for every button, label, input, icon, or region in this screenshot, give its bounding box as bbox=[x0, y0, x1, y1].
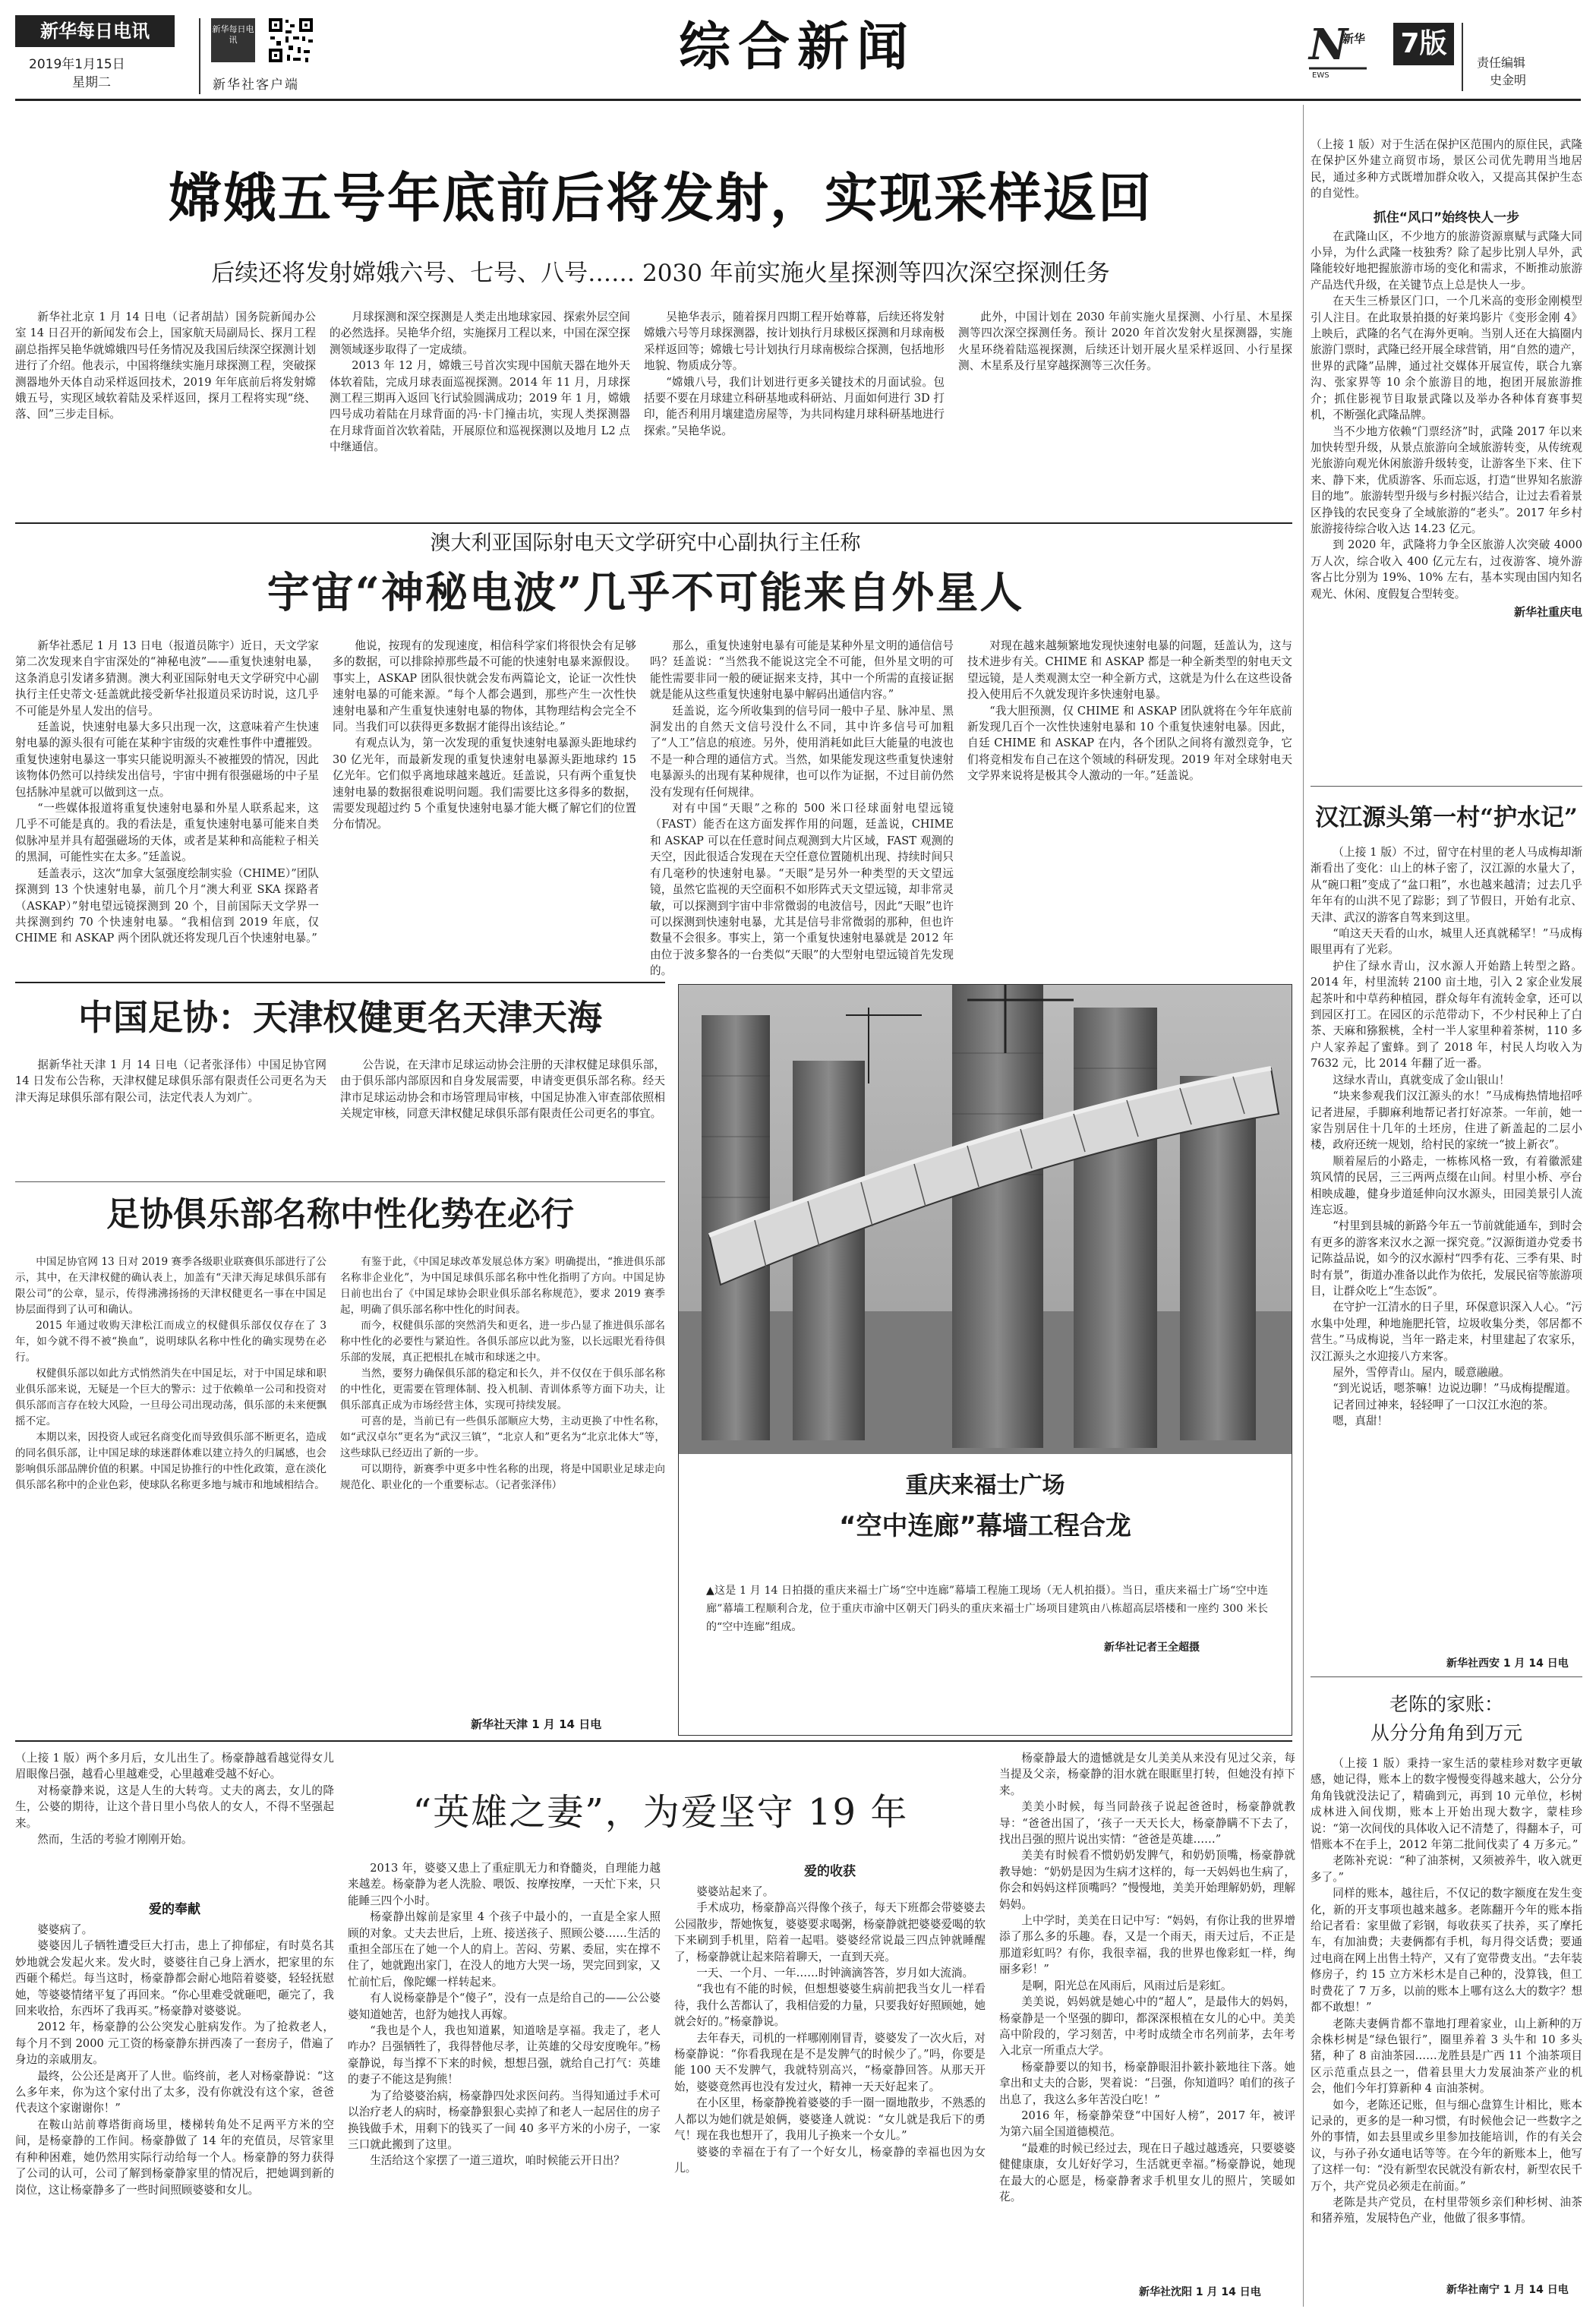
paragraph: “我也是个人，我也知道累，知道啥是享福。我走了，老人咋办？吕强牺牲了，我得替他尽孝，让英雄的父母安度晚年。”杨豪静说，每当撑不下来的时候，想想吕强，就给自己打气：英雄的妻子不能这是狗熊！ bbox=[348, 2024, 661, 2086]
qr-code-icon bbox=[267, 17, 314, 64]
paragraph: 美美说，妈妈就是她心中的“超人”，是最伟大的妈妈，杨豪静是一个坚强的脚印，都深深根植在女儿的心中。美美高中阶段的，学习刻苦，中考时成绩全市名列前茅，去年考入北京一所重点大学。 bbox=[999, 1995, 1295, 2058]
section-title: 综合新闻 bbox=[678, 17, 916, 77]
paragraph: 美美小时候，每当同龄孩子说起爸爸时，杨豪静就教导：“爸爸出国了，‘孩子一天天长大，杨豪静瞒不下去了，找出吕强的照片说出实情：“爸爸是英雄……” bbox=[999, 1800, 1295, 1847]
building-photo bbox=[679, 985, 1292, 1454]
paragraph: 可喜的是，当前已有一些俱乐部顺应大势，主动更换了中性名称，如“武汉卓尔”更名为“武汉三镇”，“北京人和”更名为“北京北体大”等，这些球队已经迈出了新的一步。 bbox=[340, 1415, 665, 1459]
paragraph: 上中学时，美美在日记中写：“妈妈，有你让我的世界增添了那么多的乐趣。春，又是一个雨天，雨天过后，不正是那道彩虹吗？有你，我很幸福，我的世界也像彩虹一样，绚丽多彩！” bbox=[999, 1914, 1295, 1976]
paragraph: 2015 年通过收购天津松江而成立的权健俱乐部仅仅存在了 3 年，如今就不得不被“换血”，说明球队名称中性化的确实现势在必行。 bbox=[15, 1320, 326, 1364]
wife-subhead-2: 爱的收获 bbox=[804, 1864, 856, 1879]
wife-subhead-1: 爱的奉献 bbox=[149, 1902, 200, 1917]
app-logo-icon: 新华每日电讯 bbox=[211, 18, 255, 62]
paragraph: 在鞍山站前尊塔街商场里，楼梯转角处不足两平方米的空间，是杨豪静的工作间。杨豪静做了 14 年的充值员，尽管家里有种种困难，她仍然用实际行动给每一个人。杨豪静的努力获得了公司的认可，公司了解到杨豪静家里的情况后，把她调到新的岗位，这让杨豪静多了一些时间照顾婆婆和女儿。 bbox=[15, 2118, 334, 2197]
family-headline-2: 从分分角角到万元 bbox=[1370, 1722, 1522, 1744]
paragraph: 公告说，在天津市足球运动协会注册的天津权健足球俱乐部，由于俱乐部内部原因和自身发展需要，申请变更俱乐部名称。经天津市足球运动协会和市场管理局审核，中国足协准入审查部依照相关规定审核，同意天津权健足球俱乐部有限责任公司更名的事宜。 bbox=[340, 1058, 665, 1121]
paragraph: 如今，老陈还记账，但与细心盘算生计相比，账本记录的，更多的是一种习惯，有时候他会记一些数字之外的事情，如去县里或乡里参加技能培训，作的有关会议，与孙子孙女通电话等等。在今年的新账本上，他写了这样一句：“没有新型农民就没有新农村，新型农民千万个，共产党员必须走在前面。” bbox=[1311, 2098, 1582, 2193]
paragraph: 廷盖说，迄今所收集到的信号同一般中子星、脉冲星、黑洞发出的自然天文信号没什么不同，其中许多信号可加粗了“人工”信息的痕迹。另外，使用消耗如此巨大能量的电波也不是一种合理的通信方式。当然，如果能发现这些重复快速射电暴源头的出现有某种规律，也可以作为证据，不过目前仍然没有发现有任何规律。 bbox=[650, 704, 954, 799]
paragraph: 手术成功，杨豪静高兴得像个孩子，每天下班都会带婆婆去公园散步，帮她恢复，婆婆要求喝粥，杨豪静就把婆婆爱喝的软下来刷到手机里，陪着一起唱。婆婆经常说最三四点钟就睡醒了，杨豪静就让起来陪着聊天，一直到天亮。 bbox=[674, 1901, 986, 1963]
wife-col3 bbox=[674, 1860, 986, 2304]
brand-logo-icon: N EWS 新华 bbox=[1309, 21, 1366, 80]
paragraph: “嫦娥八号，我们计划进行更多关键技术的月面试验。包括要不要在月球建立科研基地或科研站、月面如何进行 3D 打印，能否利用月壤建造房屋等，为共同构建月球科研基地进行探索。”吴艳华说。 bbox=[644, 375, 945, 437]
paragraph: 有人说杨豪静是个“傻子”，没有一点是给自己的——公公婆婆知道她苦，也舒为她找人再嫁。 bbox=[348, 1992, 661, 2021]
wife-col1 bbox=[15, 1898, 334, 2304]
village-headline: 汉江源头第一村“护水记” bbox=[1315, 804, 1578, 831]
paragraph: “我也有不能的时候，但想想婆婆生病前把我当女儿一样看待，我什么苦都认了，我相信爱的力量，只要我好好照顾她，她就会好的。”杨豪静说。 bbox=[674, 1982, 986, 2029]
lead-body-col3 bbox=[644, 309, 945, 518]
radio-body-col2 bbox=[333, 638, 636, 972]
wife-headline: “英雄之妻”，为爱坚守 19 年 bbox=[412, 1791, 909, 1834]
paragraph: “咱这天天看的山水，城里人还真就稀罕！”马成梅眼里再有了光彩。 bbox=[1311, 927, 1582, 957]
football-body-col1 bbox=[15, 1057, 326, 1171]
lead-headline: 嫦娥五号年底前后将发射，实现采样返回 bbox=[169, 167, 1153, 229]
radio-body-col4 bbox=[967, 638, 1292, 972]
paragraph: 2016 年，杨豪静荣登“中国好人榜”，2017 年，被评为第六届全国道德模范。 bbox=[999, 2109, 1295, 2139]
paragraph: “到光说话，嗯茶嘛！边说边聊！”马成梅提醒道。 bbox=[1333, 1382, 1577, 1396]
wife-col2 bbox=[348, 1860, 661, 2304]
paragraph: 同样的账本，越往后，不仅记的数字额度在发生变化，新的开支事项也越来越多。老陈翻开今年的账本指给记者看：家里做了彩钢，每收获买了扶养，买了摩托车，有加油费；夫妻俩都有手机，每月得交话费；要通过电商在网上出售土特产，又有了宽带费支出。“去年装修房子，约 15 立方米杉木是自己种的，没算钱，但工时费花了 7 万多，以前的账本上哪有这么大的数字？想都不敢想！” bbox=[1311, 1887, 1582, 2014]
paragraph: 一天、一个月、一年……时钟滴滴答答，岁月如大流淌。 bbox=[696, 1967, 974, 1980]
radio-kicker: 澳大利亚国际射电天文学研究中心副执行主任称 bbox=[430, 531, 861, 555]
paragraph: （上接 1 版）对于生活在保护区范围内的原住民，武隆在保护区外建立商贸市场，景区公司优先聘用当地居民，通过多种方式既增加群众收入，又提高其保护生态的自觉性。 bbox=[1311, 138, 1582, 200]
paragraph: 这绿水青山，真就变成了金山银山！ bbox=[1333, 1073, 1510, 1087]
paragraph: 新华社悉尼 1 月 13 日电（报道员陈宇）近日，天文学家第二次发现来自宇宙深处的“神秘电波”——重复快速射电暴，这条消息引发诸多猜测。澳大利亚国际射电天文学研究中心副执行主任史蒂文·廷盖就此接受新华社报道员采访时说，这几乎不可能是外星人发出的信号。 bbox=[15, 639, 319, 718]
paragraph: 在天生三桥景区门口，一个几米高的变形金刚模型引人注目。在此取景拍摄的好莱坞影片《变形金刚 4》上映后，武隆的名气在海外更响。当别人还在大搞圈内旅游门票时，武隆已经开展全球营销，用“自然的遗产，世界的武隆”品牌，通过社交媒体开展宣传，联合九寨沟、张家界等 10 余个旅游目的地，抱团开展旅游推介；抓住影视节目取景武隆以及举办各种体育赛事契机，不断强化武隆品牌。 bbox=[1311, 295, 1582, 422]
paragraph: 有鉴于此，《中国足球改革发展总体方案》明确提出，“推进俱乐部名称非企业化”，为中国足球俱乐部名称中性化指明了方向。中国足协日前也出台了《中国足球协会职业俱乐部名称规范》，要求 2019 赛季起，明确了俱乐部名称中性化的时间表。 bbox=[340, 1256, 665, 1316]
editor-name: 史金明 bbox=[1490, 73, 1527, 87]
svg-text:N: N bbox=[1309, 21, 1348, 70]
paragraph: “块来参观我们汉江源头的水！”马成梅热情地招呼记者进屋，手脚麻利地帮记者打好凉茶。一年前，她一家告别居住十几年的土坯房，住进了新盖起的二层小楼，政府还统一规划，给村民的家统一“披上新衣”。 bbox=[1311, 1090, 1582, 1152]
paragraph: “一些媒体报道将重复快速射电暴和外星人联系起来，这几乎不可能是真的。我的看法是，重复快速射电暴可能来自类似脉冲星并具有超强磁场的天体，或者是某种和高能粒子相关的黑洞，可能性实在太多。”廷盖说。 bbox=[15, 802, 319, 864]
family-byline: 新华社南宁 1 月 14 日电 bbox=[1446, 2284, 1569, 2296]
paragraph: 据新华社天津 1 月 14 日电（记者张泽伟）中国足协官网 14 日发布公告称，天津权健足球俱乐部有限责任公司更名为天津天海足球俱乐部有限公司，法定代表人为刘广。 bbox=[15, 1058, 326, 1104]
photo-credit: 新华社记者王全超摄 bbox=[1104, 1642, 1200, 1654]
editor-label: 责任编辑 bbox=[1477, 55, 1526, 70]
neutral-byline: 新华社天津 1 月 14 日电 bbox=[471, 1717, 602, 1731]
paragraph: 2013 年 12 月，嫦娥三号首次实现中国航天器在地外天体软着陆，完成月球表面巡视探测。2014 年 11 月，月球探测工程三期再入返回飞行试验圆满成功；2019 年 1 月，嫦娥四号成功着陆在月球背面的冯·卡门撞击坑，实现人类探测器在月球背面首次软着陆，开展原位和巡视探测以及地月 L2 点中继通信。 bbox=[330, 359, 630, 454]
paragraph: 对杨豪静来说，这是人生的大转弯。丈夫的离去，女儿的降生，公婆的期待，让这个昔日里小鸟依人的女人，不得不坚强起来。 bbox=[15, 1784, 334, 1830]
photo-frame bbox=[678, 984, 1292, 1736]
paragraph: 在守护一江清水的日子里，环保意识深入人心。“污水集中处理，种地施肥托管，垃圾收集分类，邻居都不营生。”马成梅说，当年一路走来，村里建起了农家乐，汉江源头之水迎接八方来客。 bbox=[1311, 1301, 1582, 1363]
paragraph: 本期以来，因投资人或冠名商变化而导致俱乐部不断更名，造成的同名俱乐部，让中国足球的球迷群体难以建立持久的归属感，也会影响俱乐部品牌价值的积累。中国足协推行的中性化政策，意在淡化俱乐部名称中的企业色彩，使球队名称更多地与城市和地域相结合。 bbox=[15, 1431, 326, 1491]
paragraph: 记者回过神来，轻轻呷了一口汉江水泡的茶。 bbox=[1333, 1398, 1555, 1411]
paragraph: 老陈补充说：“种了油茶树，又须被养牛，收入就更多了。” bbox=[1311, 1854, 1582, 1884]
paragraph: 对有中国“天眼”之称的 500 米口径球面射电望远镜（FAST）能否在这方面发挥作用的问题，廷盖说，CHIME 和 ASKAP 可以在任意时间点观测到大片区域，FAST 观测的天空，因此很适合发现在天空任意位置随机出现、持续时间只有几毫秒的快速射电暴。“天眼”是另外一种类型的天文望远镜，虽然它监视的天空面积不如形阵式天文望远镜，却非常灵敏，可以探测到宇宙中非常微弱的电波信号，因此“天眼”也许可以探测到快速射电暴，尤其是信号非常微弱的那种，但也许数量不会很多。事实上，第一个重复快速射电暴就是 2012 年由位于波多黎各的一台类似“天眼”的大型射电望远镜首先发现的。 bbox=[650, 802, 954, 978]
paragraph: （上接 1 版）不过，留守在村里的老人马成梅却渐渐看出了变化：山上的林子密了，汉江源的水量大了，从“碗口粗”变成了“盆口粗”，水也越来越清；过去几乎年年有的山洪不见了踪影；到了节假日，开始有北京、天津、武汉的游客自驾来到这里。 bbox=[1311, 846, 1582, 924]
paragraph: 权健俱乐部以如此方式悄然消失在中国足坛，对于中国足球和职业俱乐部来说，无疑是一个巨大的警示：过于依赖单一公司和投资对俱乐部而言存在较大风险，一旦母公司出现动荡，俱乐部的未来便飘摇不定。 bbox=[15, 1367, 326, 1427]
paragraph: （上接 1 版）秉持一家生活的蒙桂珍对数字更敏感，她记得，账本上的数字慢慢变得越来越大，公分分角角钱就没法记了，精确到元，再到 10 元单位，杉树成林进入间伐期，账本上开始出现大数字，蒙桂珍说：“第一次间伐的具体收入记不清楚了，得翻本子，可惜账本不在手上，2012 年第二批间伐卖了 4 万多元。” bbox=[1311, 1757, 1582, 1852]
photo-caption-text: ▲这是 1 月 14 日拍摄的重庆来福士广场“空中连廊”幕墙工程施工现场（无人机拍摄）。当日，重庆来福士广场“空中连廊”幕墙工程顺利合龙，位于重庆市渝中区朝天门码头的重庆来福士广场项目建筑由八栋超高层塔楼和一座约 300 米长的“空中连廊”组成。 bbox=[706, 1585, 1268, 1633]
paragraph: 老陈夫妻俩肯都不靠地打理着家业，山上新种的万余株杉树是“绿色银行”，圈里养着 3 头牛和 10 多头猪，种了 8 亩油茶园……龙胜县是广西 11 个油茶项目区示范重点县之一，借着县里大力发展油茶产业的机会，他们今年打算新种 4 亩油茶树。 bbox=[1311, 2017, 1582, 2096]
paragraph: 顺着屋后的小路走，一栋栋风格一致，有着徽派建筑风情的民居，三三两两点缀在山间。村里小桥、亭台相映成趣，健身步道延伸向汉水源头，田园美景引人流连忘返。 bbox=[1311, 1154, 1582, 1216]
paragraph: 美美有时候看不惯奶奶发脾气，和奶奶顶嘴，杨豪静就教导她：“奶奶是因为生病才这样的，每一天妈妈也生病了，你会和妈妈这样顶嘴吗？”慢慢地，美美开始理解奶奶，理解妈妈。 bbox=[999, 1849, 1295, 1911]
paragraph: 当然，要努力确保俱乐部的稳定和长久，并不仅仅在于俱乐部名称的中性化，更需要在管理体制、投入机制、青训体系等方面下功夫，让俱乐部真正成为市场经营主体，实现可持续发展。 bbox=[340, 1367, 665, 1411]
paragraph: 屋外，雪停青山。屋内，暖意融融。 bbox=[1333, 1366, 1510, 1379]
paragraph: 当不少地方依赖“门票经济”时，武隆 2017 年以来加快转型升级，从景点旅游向全域旅游转变，从传统观光旅游向观光休闲旅游升级转变，让游客坐下来、住下来、静下来，优质游客、乐而忘返，打造“世界知名旅游目的地”。旅游转型升级与乡村振兴结合，让过去看着景区挣钱的农民变身了全域旅游的“老头”。2017 年乡村旅游接待综合收入达 14.23 亿元。 bbox=[1311, 424, 1582, 535]
paragraph: 此外，中国计划在 2030 年前实施火星探测、小行星、木星探测等四次深空探测任务。预计 2020 年首次发射火星探测器，实施火星环绕着陆巡视探测，后续还计划开展火星采样返回、小行星探测、木星系及行星穿越探测等三次任务。 bbox=[958, 311, 1292, 373]
masthead-paper-name: 新华每日电讯 bbox=[15, 15, 175, 47]
lead-subhead: 后续还将发射嫦娥六号、七号、八号…… 2030 年前实施火星探测等四次深空探测任务 bbox=[211, 260, 1110, 287]
paragraph: 嗯，真甜！ bbox=[1333, 1415, 1389, 1428]
radio-body-col3 bbox=[650, 638, 954, 978]
paragraph: 在小区里，杨豪静挽着婆婆的手一圈一圈地散步，不熟悉的人都以为她们就是娘俩，婆婆逢人就说：“女儿就是我后下的勇气！现在我也想开了，我用儿子换来一个女儿。” bbox=[674, 2096, 986, 2143]
paragraph: 然而，生活的考验才刚刚开始。 bbox=[37, 1833, 193, 1847]
paragraph: 廷盖说，快速射电暴大多只出现一次，这意味着产生快速射电暴的源头很有可能在某种宇宙级的灾难性事件中遭摧毁。重复快速射电暴这一事实只能说明源头不被摧毁的情况，因此该物体仍然可以持续发出信号，宇宙中拥有很强磁场的中子星包括脉冲星就可以做到这一点。 bbox=[15, 721, 319, 799]
lead-body-col2 bbox=[330, 309, 630, 518]
lead-body-col4 bbox=[958, 309, 1292, 518]
football-body-col2 bbox=[340, 1057, 665, 1171]
village-byline: 新华社西安 1 月 14 日电 bbox=[1446, 1658, 1569, 1670]
village-body bbox=[1311, 844, 1582, 1653]
paragraph: 在武隆山区，不少地方的旅游资源禀赋与武隆大同小异，为什么武隆一枝独秀？除了起步比别人早外，武隆能较好地把握旅游市场的变化和需求，不断推动旅游产品迭代升级，在关键节点上总是快人一步。 bbox=[1311, 229, 1582, 292]
paragraph: 可以期待，新赛季中更多中性名称的出现，将是中国职业足球走向规范化、职业化的一个重要标志。（记者张泽伟） bbox=[340, 1463, 665, 1491]
radio-body-col1 bbox=[15, 638, 319, 972]
paragraph: 杨豪静出嫁前是家里 4 个孩子中最小的，一直是全家人照顾的对象。丈夫去世后，上班、接送孩子、照顾公婆……生活的重担全部压在了她一个人的肩上。苦闷、劳累、委屈，实在撑不住了，她就跑出家门，在没人的地方大哭一场，哭完回到家，又忙前忙后，像陀螺一样转起来。 bbox=[348, 1910, 661, 1989]
paragraph: 杨豪静最大的遗憾就是女儿美美从来没有见过父亲，每当提及父亲，杨豪静的泪水就在眼眶里打转，但她没有掉下来。 bbox=[999, 1752, 1295, 1797]
issue-date: 2019年1月15日 bbox=[29, 57, 125, 72]
paragraph: “最难的时候已经过去，现在日子越过越透亮，只要婆婆健健康康，女儿好好学习，生活就更幸福。”杨豪静说，她现在最大的心愿是，杨豪静奢求手机里女儿的照片，笑暖如花。 bbox=[999, 2141, 1295, 2203]
paragraph: 老陈是共产党员，在村里带领乡亲们种杉树、油茶和猪养殖，发展特色产业，他做了很多事情。 bbox=[1311, 2195, 1582, 2225]
paragraph: 婆婆的幸福在于有了一个好女儿，杨豪静的幸福也因为女儿。 bbox=[674, 2145, 986, 2175]
neutral-body-col1 bbox=[15, 1254, 326, 1739]
paragraph: 是啊，阳光总在风雨后，风雨过后是彩虹。 bbox=[1021, 1979, 1232, 1992]
svg-text:EWS: EWS bbox=[1312, 71, 1329, 80]
paragraph: 中国足协官网 13 日对 2019 赛季各级职业联赛俱乐部进行了公示，其中，在天津权健的确认表上，加盖有“天津天海足球俱乐部有限公司”的公章，显示，传得沸沸扬扬的天津权健更名一事在中国足协层面得到了认可和确认。 bbox=[15, 1256, 326, 1316]
paragraph: （上接 1 版）两个多月后，女儿出生了。杨豪静越看越觉得女儿眉眼像吕强，越看心里越难受，心里越难受越不好心。 bbox=[15, 1752, 334, 1781]
neutral-body-col2 bbox=[340, 1254, 665, 1710]
photo-caption-line1: 重庆来福士广场 bbox=[905, 1472, 1065, 1499]
page-number: 7版 bbox=[1393, 23, 1454, 65]
paragraph: 新华社北京 1 月 14 日电（记者胡喆）国务院新闻办公室 14 日召开的新闻发布会上，国家航天局副局长、探月工程副总指挥吴艳华就嫦娥四号任务情况及我国后续深空探测计划进行了介绍。他表示，中国将继续实施月球探测工程，突破探测器地外天体自动采样返回技术，2019 年年底前后将发射嫦娥五号，实现区域软着陆及采样返回，探月工程将实现“绕、落、回”三步走目标。 bbox=[15, 311, 316, 421]
paragraph: 为了给婆婆治病，杨豪静四处求医问药。当得知通过手术可以治疗老人的病时，杨豪静狠狠心卖掉了和老人一起居住的房子换钱做手术，用剩下的钱买了一间 40 多平方米的小房子，一家三口就此搬到了这里。 bbox=[348, 2089, 661, 2151]
wife-byline: 新华社沈阳 1 月 14 日电 bbox=[1139, 2286, 1261, 2298]
paragraph: 吴艳华表示，随着探月四期工程开始尊幕，后续还将发射嫦娥六号等月球探测器，按计划执行月球极区探测和月球南极采样返回等；嫦娥七号计划执行月球南极综合探测，包括地形地貌、物质成分等。 bbox=[644, 311, 945, 373]
football-headline: 中国足协：天津权健更名天津天海 bbox=[78, 997, 602, 1038]
paragraph: 到 2020 年，武隆将力争全区旅游人次突破 4000 万人次，综合收入 400 亿元左右，过夜游客、境外游客占比分别为 19%、10% 左右，基本实现由国内知名观光、休闲、度假复合型转变。 bbox=[1311, 538, 1582, 601]
paragraph: “村里到县城的新路今年五一节前就能通车，到时会有更多的游客来汉水之源一探究竟。”汉源街道办党委书记陈益品说，如今的汉水源村“四季有花、三季有果、时时有景”，街道办准备以此作为依托，发展民宿等旅游项目，让群众吃上“生态饭”。 bbox=[1311, 1219, 1582, 1298]
paragraph: 去年春天，司机的一样哪刚刚冒青，婆婆发了一次火后，对杨豪静说：“你看我现在是不是发脾气的时候少了。”吗，你要是能 100 天不发脾气，我就特别高兴，“杨豪静回答。从那天开始，婆婆竟然再也没有发过火，精神一天天好起来了。 bbox=[674, 2031, 986, 2093]
paragraph: 有观点认为，第一次发现的重复快速射电暴源头距地球约 30 亿光年，而最新发现的重复快速射电暴源头距地球约 15 亿光年。它们似乎离地球越来越近。廷盖说，只有两个重复快速射电暴的数据很难说明问题。我们需要比这多得多的数据，需要发现超过约 5 个重复快速射电暴才能大概了解它们的位置分布情况。 bbox=[333, 736, 636, 831]
paragraph: 生活给这个家摆了一道三道坎，咱时候能云开日出？ bbox=[370, 2154, 625, 2168]
paragraph: 2013 年，婆婆又患上了重症肌无力和脊髓炎，自理能力越来越差。杨豪静为老人洗脸、喂饭、按摩按摩，一天忙下来，只能睡三四个小时。 bbox=[348, 1862, 661, 1907]
app-label: 新华社客户端 bbox=[213, 77, 299, 93]
paragraph: 婆婆因儿子牺牲遭受巨大打击，患上了抑郁症，有时莫名其妙地就会发起火来。发火时，婆婆往自己身上洒水，把家里的东西砸个稀烂。每当这时，杨豪静都会耐心地陪着婆婆，轻轻抚慰她，等婆婆情绪平复了再回来。“你心里难受就砸吧，砸完了，我回来收拾，东西坏了我再买。”杨豪静对婆婆说。 bbox=[15, 1939, 334, 2018]
wife-col4 bbox=[999, 1750, 1295, 2282]
paragraph: 月球探测和深空探测是人类走出地球家园、探索外层空间的必然选择。吴艳华介绍，实施探月工程以来，中国在深空探测领域逐步取得了一定成绩。 bbox=[330, 311, 630, 356]
paragraph: 那么，重复快速射电暴有可能是某种外星文明的通信信号吗？廷盖说：“当然我不能说这完全不可能，但外星文明的可能性需要非同一般的硬证据来支持，其中一个所需的直接证据就是能从这些重复快速射电暴中解码出通信内容。” bbox=[650, 639, 954, 702]
photo-caption-line2: “空中连廊”幕墙工程合龙 bbox=[839, 1511, 1131, 1541]
paragraph: 最终，公公还是离开了人世。临终前，老人对杨豪静说：“这么多年来，你为这个家付出了太多，没有你就没有这个家，爸爸代表这个家谢谢你！” bbox=[15, 2069, 334, 2115]
family-body bbox=[1311, 1755, 1582, 2278]
paragraph: 婆婆病了。 bbox=[37, 1923, 93, 1936]
family-headline-1: 老陈的家账： bbox=[1389, 1693, 1503, 1715]
paragraph: 而今，权健俱乐部的突然消失和更名，进一步凸显了推进俱乐部名称中性化的必要性与紧迫性。各俱乐部应以此为鉴，以长远眼光看待俱乐部的发展，真正把根扎在城市和球迷之中。 bbox=[340, 1320, 665, 1364]
paragraph: 杨豪静要以的知书，杨豪静眼泪扑簌扑簌地往下落。她拿出和丈夫的合影，哭着说：“吕强，你知道吗？咱们的孩子出息了，我这么多年苦没白吃！” bbox=[999, 2060, 1295, 2106]
radio-headline: 宇宙“神秘电波”几乎不可能来自外星人 bbox=[267, 568, 1024, 618]
upper-right-byline: 新华社重庆电 bbox=[1513, 604, 1582, 619]
paragraph: 婆婆站起来了。 bbox=[696, 1885, 774, 1898]
paragraph: 对现在越来越频繁地发现快速射电暴的问题，廷盖认为，这与技术进步有关。CHIME 和 ASKAP 都是一种全新类型的射电天文望远镜，是人类观测太空一种全新方式，这就是为什么在这些设备投入使用后不久就发现许多快速射电暴。 bbox=[967, 639, 1292, 702]
wife-intro bbox=[15, 1750, 334, 1898]
lead-body-col1 bbox=[15, 309, 316, 518]
paragraph: 护住了绿水青山，汉水源人开始踏上转型之路。2014 年，村里流转 2100 亩土地，引入 2 家企业发展起茶叶和中草药种植园，群众每年有流转金拿，还可以到园区打工。在园区的示范带动下，不少村民种上了白茶、天麻和猕猴桃，全村一半人家里种着茶树，110 多户人家养起了蜜蜂。到了 2018 年，村民人均收入为 7632 元，比 2014 年翻了近一番。 bbox=[1311, 959, 1582, 1071]
issue-weekday: 星期二 bbox=[72, 75, 111, 90]
paragraph: 2012 年，杨豪静的公公突发心脏病发作。为了抢救老人，每个月不到 2000 元工资的杨豪静东拼西凑了一套房子，借遍了身边的亲戚朋友。 bbox=[15, 2020, 334, 2067]
upper-right-subhead: 抓住“风口”始终快人一步 bbox=[1373, 210, 1520, 226]
paragraph: “我大胆预测，仅 CHIME 和 ASKAP 团队就将在今年年底前新发现几百个一次性快速射电暴和 10 个重复快速射电暴。因此，自廷 CHIME 和 ASKAP 在内，各个团队之间将有激烈竞争，它们将竞相发布自己在这个领域的科研发现。2019 年对全球射电天文学界来说将是极其令人激动的一年。”廷盖说。 bbox=[967, 704, 1292, 783]
paragraph: 廷盖表示，这次“加拿大氢强度绘制实验（CHIME）”团队探测到 13 个快速射电暴，前几个月“澳大利亚 SKA 探路者（ASKAP）”射电望远镜探测到 20 个，目前国际天文学界一共探测到约 70 个快速射电暴。“我相信到 2019 年底，仅 CHIME 和 ASKAP 两个团队就还将发现几百个快速射电暴。” bbox=[15, 866, 319, 945]
paragraph: 他说，按现有的发现速度，相信科学家们将很快会有足够多的数据，可以排除掉那些最不可能的快速射电暴来源假设。事实上，ASKAP 团队很快就会发布两篇论文，论证一次性快速射电暴的可能来源。“每个人都会遇到，那些产生一次性快速射电暴和产生重复快速射电暴的物体，其物理结构会完全不同。当我们可以获得更多数据才能得出该结论。” bbox=[333, 639, 636, 734]
neutral-headline: 足协俱乐部名称中性化势在必行 bbox=[106, 1195, 574, 1234]
